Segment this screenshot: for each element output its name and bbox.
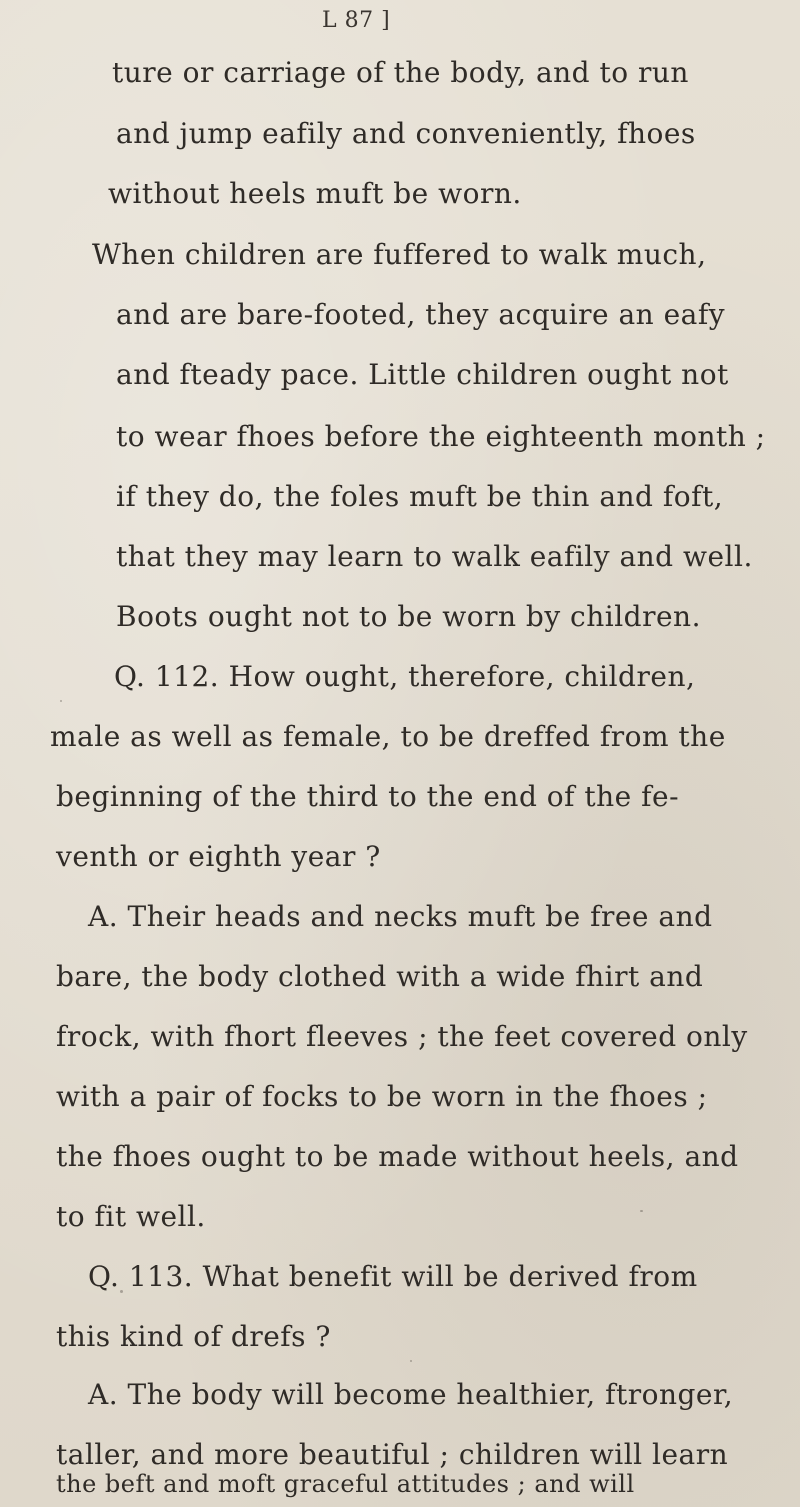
text-line-2: and jump eafily and conveniently, fhoes: [116, 117, 696, 150]
text-line-13: beginning of the third to the end of the fe-: [56, 780, 680, 813]
paper-speck: [60, 700, 62, 702]
page-header-mark: L 87 ]: [322, 8, 391, 33]
text-line-9: that they may learn to walk eafily and well.: [116, 540, 753, 573]
text-line-23: A. The body will become healthier, ftronger,: [88, 1378, 734, 1411]
text-line-16: bare, the body clothed with a wide fhirt and: [56, 960, 704, 993]
text-line-18: with a pair of focks to be worn in the fhoes ;: [56, 1080, 708, 1113]
text-line-5: and are bare-footed, they acquire an eafy: [116, 298, 726, 331]
text-line-8: if they do, the foles muft be thin and foft,: [116, 480, 724, 513]
text-line-3: without heels muft be worn.: [108, 177, 522, 210]
text-line-11: Q. 112. How ought, therefore, children,: [114, 660, 696, 693]
text-line-19: the fhoes ought to be made without heels, and: [56, 1140, 739, 1173]
text-line-21: Q. 113. What benefit will be derived from: [88, 1260, 698, 1293]
text-line-22: this kind of drefs ?: [56, 1320, 331, 1353]
text-line-15: A. Their heads and necks muft be free and: [88, 900, 713, 933]
text-line-12: male as well as female, to be dreffed from the: [50, 720, 726, 753]
text-line-10: Boots ought not to be worn by children.: [116, 600, 701, 633]
text-line-17: frock, with fhort fleeves ; the feet covered only: [56, 1020, 748, 1053]
text-line-24: taller, and more beautiful ; children will learn: [56, 1438, 729, 1471]
text-line-6: and fteady pace. Little children ought not: [116, 358, 729, 391]
text-line-14: venth or eighth year ?: [56, 840, 381, 873]
text-line-25: the beft and moft graceful attitudes ; and will: [56, 1470, 635, 1498]
paper-speck: [410, 1360, 412, 1362]
text-line-20: to fit well.: [56, 1200, 206, 1233]
paper-speck: [640, 1210, 643, 1212]
text-line-7: to wear fhoes before the eighteenth month ;: [116, 420, 766, 453]
text-line-1: ture or carriage of the body, and to run: [112, 56, 689, 89]
text-line-4: When children are fuffered to walk much,: [92, 238, 707, 271]
